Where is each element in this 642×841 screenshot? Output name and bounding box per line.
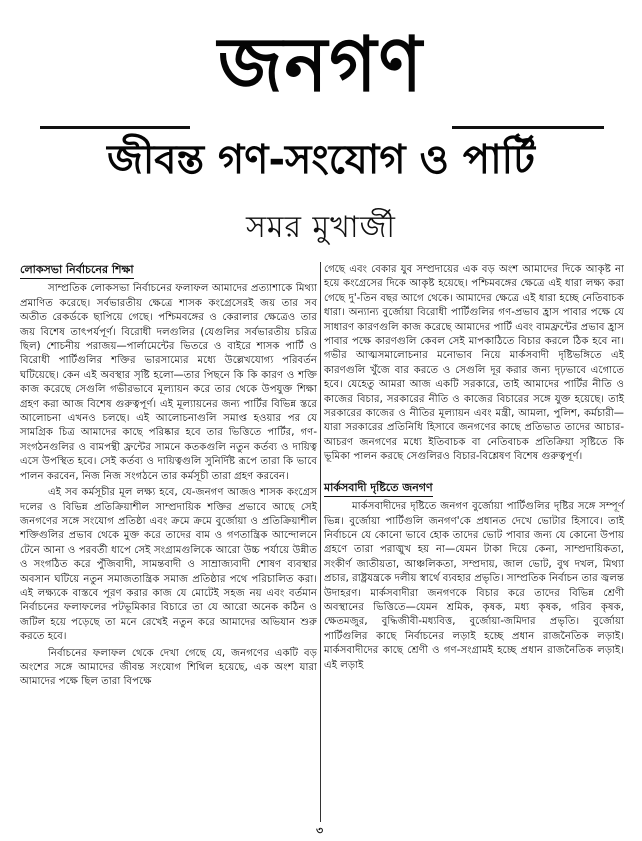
article-headline: জীবন্ত গণ-সংযোগ ও পার্টি [107, 137, 535, 183]
page-number: ৩ [316, 824, 324, 837]
section-heading: মার্কসবাদী দৃষ্টিতে জনগণ [324, 481, 433, 497]
right-column [324, 263, 624, 675]
section-heading: লোকসভা নির্বাচনের শিক্ষা [20, 263, 134, 279]
title-rule-right [452, 126, 604, 129]
masthead-title: জনগণ [217, 19, 425, 109]
body-paragraph: এই সব কর্মসূচীর মূল লক্ষ্য হবে, যে-জনগণ আজও শাসক কংগ্রেস দলের ও বিভিন্ন প্রতিক্রিয়াশীল সাম্প্রদায়িক শক্তির প্রভাবে আছে সেই জনগণের সঙ্গে সংযোগ প্রতিষ্ঠা এবং ক্রমে ক্রমে বুর্জোয়া ও প্রতিক্রিয়াশীল শক্তিগুলির প্রভাব থেকে মুক্ত করে তাদের বাম ও গণতান্ত্রিক আন্দোলনে টেনে আনা ও পরবর্তী ধাপে সেই সংগ্রামগুলিকে আরো উচ্চ পর্যায়ে উন্নীত ও সংগঠিত করে পুঁজিবাদী, সামন্তবাদী ও সাম্রাজ্যবাদী শোষণ ব্যবস্থার অবসান ঘটিয়ে নতুন সমাজতান্ত্রিক সমাজ প্রতিষ্ঠার পথে পরিচালিত করা। এই লক্ষ্যকে বাস্তবে পূরণ করার কাজ যে মোটেই সহজ নয় এবং বর্তমান নির্বাচনের ফলাফলের পটভূমিকার বিচারে তা যে আরো অনেক কঠিন ও জটিল হয়ে পড়েছে তা মনে রেখেই নতুন করে আমাদের অভিযান শুরু করতে হবে। [20, 487, 317, 643]
masthead [0, 0, 642, 124]
title-rule-left [40, 126, 190, 129]
body-paragraph: নির্বাচনের ফলাফল থেকে দেখা গেছে যে, জনগণের একটি বড় অংশের সঙ্গে আমাদের জীবন্ত সংযোগ শিথিল হয়েছে, এক অংশ যারা আমাদের পক্ষে ছিল তারা বিপক্ষে [20, 647, 317, 688]
body-paragraph: মার্কসবাদীদের দৃষ্টিতে জনগণ বুর্জোয়া পার্টিগুলির দৃষ্টির সঙ্গে সম্পূর্ণ ভিন্ন। বুর্জোয়া পার্টিগুলি জনগণ'কে প্রধানত দেখে ভোটার হিসাবে। তাই নির্বাচনে যে কোনো ভাবে হোক তাদের ভোট পাবার জন্য যে কোনো উপায় গ্রহণে তারা পরাঙ্মুখ হয় না—যেমন টাকা দিয়ে কেনা, সাম্প্রদায়িকতা, সংকীর্ণ জাতীয়তা, আঞ্চলিকতা, সম্প্রদায়, জাল ভোট, বুথ দখল, মিথ্যা প্রচার, রাষ্ট্রযন্ত্রকে দলীয় স্বার্থে ব্যবহার প্রভৃতি। সাম্প্রতিক নির্বাচন তার জ্বলন্ত উদাহরণ। মার্কসবাদীরা জনগণকে বিচার করে তাদের বিভিন্ন শ্রেণী অবস্থানের ভিত্তিতে—যেমন শ্রমিক, কৃষক, মধ্য কৃষক, গরিব কৃষক, ক্ষেতমজুর, বুদ্ধিজীবী-মধ্যবিত্ত, বুর্জোয়া-জমিদার প্রভৃতি। বুর্জোয়া পার্টিগুলির কাছে নির্বাচনের লড়াই হচ্ছে প্রধান রাজনৈতিক লড়াই। মার্কসবাদীদের কাছে শ্রেণী ও গণ-সংগ্রামই হচ্ছে প্রধান রাজনৈতিক লড়াই। এই লড়াই [324, 501, 624, 671]
body-paragraph: গেছে এবং বেকার যুব সম্প্রদায়ের এক বড় অংশ আমাদের দিকে আকৃষ্ট না হয়ে কংগ্রেসের দিকে আকৃষ্ট হয়েছে। পশ্চিমবঙ্গের ক্ষেত্রে এই ধারা লক্ষ্য করা গেছে দু'-তিন বছর আগে থেকে। আমাদের ক্ষেত্রে এই ধারা হচ্ছে নেতিবাচক ধারা। অন্যান্য বুর্জোয়া বিরোধী পার্টিগুলির গণ-প্রভাব হ্রাস পাবার পক্ষে যে সাধারণ কারণগুলি কাজ করেছে আমাদের পার্টি এবং বামফ্রন্টের প্রভাব হ্রাস পাবার পক্ষে কারণগুলি কেবল সেই মাপকাঠিতে বিচার করলে ঠিক হবে না। গভীর আত্মসমালোচনার মনোভাব নিয়ে মার্কসবাদী দৃষ্টিভঙ্গিতে এই কারণগুলি খুঁজে বার করতে ও সেগুলি দূর করার জন্য দৃঢ়ভাবে এগোতে হবে। যেহেতু আমরা আজ একটি সরকারে, তাই আমাদের পার্টির নীতি ও কাজের বিচার, সরকারের নীতি ও কাজের বিচারের সঙ্গে যুক্ত হয়েছে। তাই সরকারের কাজের ও নীতির মূল্যায়ন এবং মন্ত্রী, আমলা, পুলিশ, কর্মচারী—যারা সরকারের প্রতিনিধি হিসাবে জনগণের কাছে প্রতিভাত তাদের আচার-আচরণ জনগণের মধ্যে ইতিবাচক বা নেতিবাচক প্রতিক্রিয়া সৃষ্টিতে কি ভূমিকা পালন করছে সেগুলিরও বিচার-বিশ্লেষণ বিশেষ গুরুত্বপূর্ণ। [324, 264, 624, 463]
article-author: সমর মুখার্জী [246, 210, 396, 245]
body-paragraph: সাম্প্রতিক লোকসভা নির্বাচনের ফলাফল আমাদের প্রত্যাশাকে মিথ্যা প্রমাণিত করেছে। সর্বভারতীয় ক্ষেত্রে শাসক কংগ্রেসেরই জয় তার সব অতীত রেকর্ডকে ছাপিয়ে গেছে। পশ্চিমবঙ্গের ও কেরালার ক্ষেত্রেও তার জয় বিশেষ তাৎপর্যপূর্ণ। বিরোধী দলগুলির (যেগুলির সর্বভারতীয় চরিত্র ছিল) শোচনীয় পরাজয়—পার্লামেন্টের ভিতরে ও বাইরে শাসক পার্টি ও বিরোধী পার্টিগুলির শক্তির ভারসাম্যের মধ্যে উল্লেখযোগ্য পরিবর্তন ঘটিয়েছে। কেন এই অবস্থার সৃষ্টি হলো—তার পিছনে কি কি কারণ ও শক্তি কাজ করেছে সেগুলি গভীরভাবে মূল্যায়ন করে তার থেকে উপযুক্ত শিক্ষা গ্রহণ করা আজ বিশেষ গুরুত্বপূর্ণ। এই মূল্যায়নের জন্য পার্টির বিভিন্ন স্তরে আলোচনা এখনও চলছে। এই আলোচনাগুলি সমাপ্ত হওয়ার পর যে সামগ্রিক চিত্র আমাদের কাছে পরিষ্কার হবে তার ভিত্তিতে পার্টির, গণ-সংগঠনগুলির ও বামপন্থী ফ্রন্টের সামনে কতকগুলি নতুন কর্তব্য ও দায়িত্ব এসে উপস্থিত হবে। সেই কর্তব্য ও দায়িত্বগুলি সুনির্দিষ্ট রূপে তারা কি ভাবে পালন করবেন, নিজ নিজ সংগঠনে তার কর্মসূচী তারা গ্রহণ করবেন। [20, 283, 317, 482]
left-column [20, 263, 317, 692]
column-divider [320, 262, 321, 822]
